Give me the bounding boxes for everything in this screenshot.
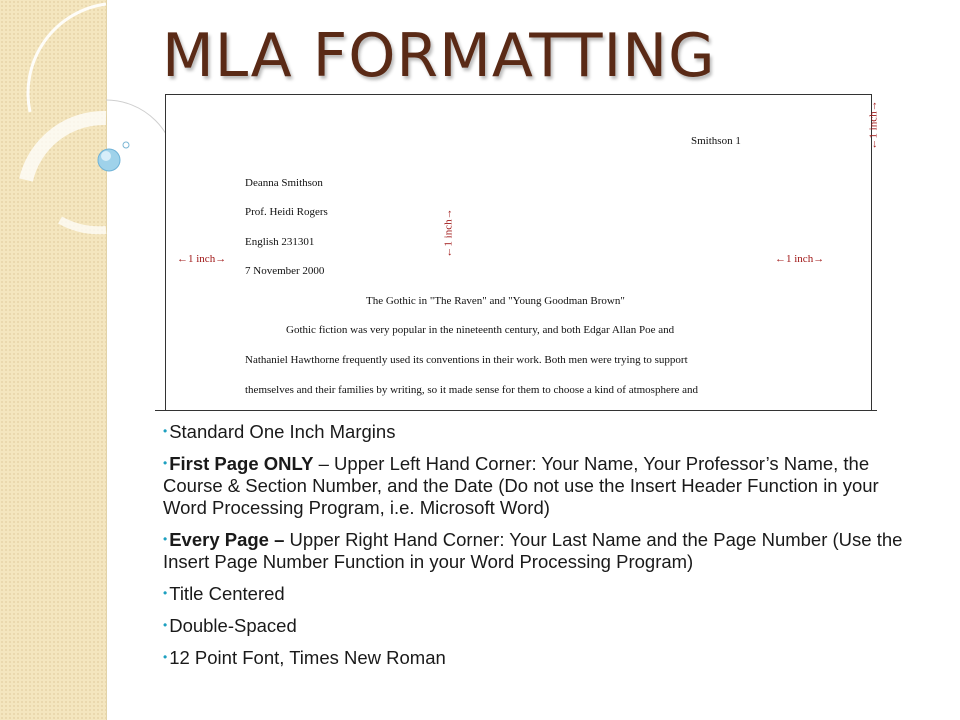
margin-marker-left: ←1 inch→ bbox=[177, 253, 227, 265]
body-line: Gothic fiction was very popular in the nineteenth century, and both Edgar Allan Poe and bbox=[286, 324, 675, 336]
margin-marker-right: ←1 inch→ bbox=[775, 253, 825, 265]
page-header: Smithson 1 bbox=[691, 135, 741, 147]
bullet-item bbox=[163, 420, 923, 443]
decorative-circles bbox=[0, 0, 180, 240]
body-line: themselves and their families by writing, so it made sense for them to choose a kind of atmosphere and bbox=[245, 384, 699, 396]
paper-title: The Gothic in "The Raven" and "Young Goodman Brown" bbox=[366, 295, 625, 307]
bullet-text: Title Centered bbox=[169, 583, 285, 604]
bullet-dot-icon: • bbox=[163, 586, 168, 600]
bullet-item bbox=[163, 646, 923, 669]
bullet-text: Standard One Inch Margins bbox=[169, 421, 396, 442]
margin-marker-top-left-header: ←1 inch→ bbox=[867, 100, 880, 150]
bullet-dot-icon: • bbox=[163, 532, 168, 546]
bullet-text: – Upper Left Hand Corner: Your Name, Your Professor’s Name, the Course & Section Number, and the Date (Do not use the Insert Header Function in your Word Processing Program, i.e. Microsoft Word) bbox=[163, 453, 879, 518]
heading-date: 7 November 2000 bbox=[245, 265, 325, 277]
margin-marker-top-right: ←1 inch→ bbox=[442, 208, 455, 258]
bullet-dot-icon: • bbox=[163, 424, 168, 438]
bullet-item bbox=[163, 528, 923, 573]
body-line: Nathaniel Hawthorne frequently used its conventions in their work. Both men were trying to support bbox=[245, 354, 688, 366]
bullet-text: Double-Spaced bbox=[169, 615, 297, 636]
document-example bbox=[165, 94, 880, 411]
bullet-item bbox=[163, 452, 923, 519]
heading-name: Deanna Smithson bbox=[245, 177, 323, 189]
heading-professor: Prof. Heidi Rogers bbox=[245, 206, 328, 218]
bullet-dot-icon: • bbox=[163, 456, 168, 470]
bullet-item bbox=[163, 614, 923, 637]
bullet-dot-icon: • bbox=[163, 618, 168, 632]
bullet-dot-icon: • bbox=[163, 650, 168, 664]
slide-title: MLA FORMATTING bbox=[162, 21, 716, 91]
bullet-text: 12 Point Font, Times New Roman bbox=[169, 647, 446, 668]
bullet-lead: Every Page – bbox=[169, 529, 285, 550]
bullet-list bbox=[163, 420, 923, 678]
bullet-item bbox=[163, 582, 923, 605]
heading-course: English 231301 bbox=[245, 236, 315, 248]
bullet-lead: First Page ONLY bbox=[169, 453, 314, 474]
document-bottom-rule bbox=[155, 410, 877, 411]
bullet-text: Upper Right Hand Corner: Your Last Name and the Page Number (Use the Insert Page Number Function in your Word Processing Program) bbox=[163, 529, 903, 572]
